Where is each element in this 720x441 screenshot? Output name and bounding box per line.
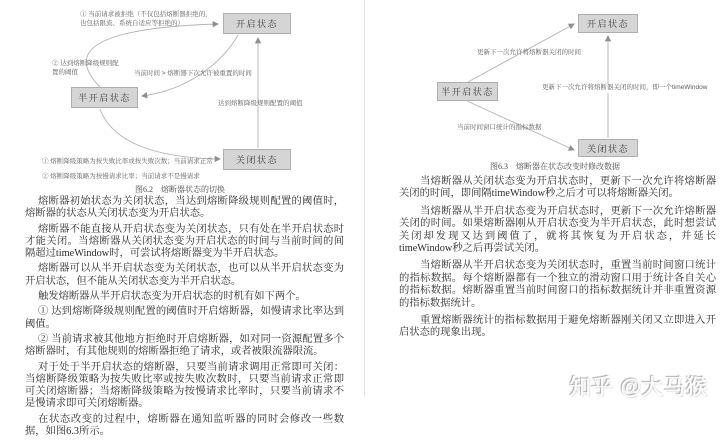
annotation-threshold-right: 达到熔断降级规则配置的阈值 — [218, 100, 303, 107]
figure-6-2-state-transition-diagram — [0, 0, 365, 198]
figure-6-2-caption: 图6.2 熔断器状态的切换 — [135, 185, 225, 194]
annotation-update-close-time: 更新下一次允许将熔断器关闭的时间 — [477, 49, 581, 56]
annotation-threshold-reached: ② 达到熔断降级规则配置的阈值 — [52, 60, 119, 76]
annotation-reset-time: 当前时间 > 熔断器下次允许被重置的时间 — [134, 70, 252, 77]
figure-6-3-data-change-diagram — [365, 0, 720, 175]
state-box-open-label: 开启状态 — [586, 19, 629, 29]
list-item-2: ② 当前请求被其他地方拒绝时开启熔断器，如对同一资源配置多个熔断器时，有其他规则的熔断器拒绝了请求，或者被限流器限流。 — [25, 333, 344, 358]
arrow-half-open-to-closed — [100, 109, 220, 159]
list-item-1: ① 达到熔断降级规则配置的阈值时开启熔断器，如慢请求比率达到阈值。 — [25, 306, 344, 330]
paragraph: 当熔断器从关闭状态变为开启状态时，更新下一次允许将熔断器关闭的时间，即间隔timeWindow秒之后才可以将熔断器关闭。 — [399, 176, 716, 200]
figure-6-2-arrows — [0, 0, 365, 198]
state-box-closed — [578, 139, 638, 157]
zhihu-watermark: 知乎 @大马猴 — [569, 376, 708, 399]
arrow-open-to-half-open — [142, 35, 238, 96]
right-page-body-text — [399, 176, 716, 345]
paragraph: 熔断器初始状态为关闭状态，当达到熔断降级规则配置的阈值时，熔断器的状态从关闭状态变为开启状态。 — [25, 196, 344, 220]
state-box-half-open — [437, 82, 498, 101]
paragraph: 触发熔断器从半开启状态变为开启状态的时机有如下两个。 — [38, 291, 306, 303]
state-box-open — [223, 13, 291, 34]
state-box-half-open-label: 半开启状态 — [78, 93, 131, 103]
paragraph: 对于处于半开启状态的熔断器，只要当前请求调用正常即可关闭：当熔断降级策略为按失败比率或按失败次数时，只要当前请求正常即可关闭熔断器；当熔断降级策略为按慢请求比率时，只要当前请求不是慢请求即可关闭熔断器。 — [25, 361, 344, 410]
state-box-open-label: 开启状态 — [235, 19, 278, 29]
annotation-update-close-time-timewindow: 更新下一次允许将熔断器关闭的时间，即一个timeWindow — [542, 84, 708, 91]
paragraph: 熔断器不能直接从开启状态变为关闭状态，只有处在半开启状态时才能关闭。当熔断器从关闭状态变为开启状态的时间与当前时间的间隔超过timeWindow时，可尝试将熔断器变为半开启状态。 — [25, 223, 344, 260]
paragraph: 熔断器可以从半开启状态变为关闭状态，也可以从半开启状态变为开启状态，但不能从关闭状态变为半开启状态。 — [25, 263, 344, 287]
paragraph: 重置熔断器统计的指标数据用于避免熔断器刚关闭又立即进入开启状态的现象出现。 — [399, 315, 716, 339]
paragraph: 当熔断器从半开启状态变为关闭状态时，重置当前时间窗口统计的指标数据。每个熔断器都有一个独立的滑动窗口用于统计各自关心的指标数据。熔断器重置当前时间窗口的指标数据统计并非重置资源的指标数据统计。 — [399, 260, 716, 309]
annotation-window-metrics: 当前时间窗口统计的指标数据 — [457, 124, 542, 131]
annotation-strategy-slow-request: ② 熔断降级策略为按慢请求比率；当前请求不是慢请求 — [42, 173, 200, 180]
annotation-strategy-failure: ① 熔断降级策略为按失败比率或按失败次数；当前请求正常 — [42, 158, 213, 165]
paragraph: 当熔断器从半开启状态变为开启状态时，更新下一次允许熔断器关闭的时间。如果熔断器刚从开启状态变为半开启状态，此时想尝试关闭却发现又达到阈值了，就将其恢复为开启状态，并延长timeWindow秒之后再尝试关闭。 — [399, 205, 716, 255]
state-box-closed-label: 关闭状态 — [235, 155, 278, 165]
figure-6-3-caption: 图6.3 熔断器在状态改变时修改数据 — [490, 162, 620, 171]
left-page-body-text — [25, 196, 344, 441]
state-box-half-open — [71, 87, 138, 108]
state-box-closed-label: 关闭状态 — [586, 143, 629, 154]
annotation-request-rejected: ① 当前请求被拒绝（不仅包括熔断器拒绝的，也包括限流、系统自适应等拒绝的） — [80, 11, 212, 27]
state-box-half-open-label: 半开启状态 — [441, 87, 494, 97]
paragraph: 在状态改变的过程中，熔断器在通知监听器的同时会修改一些数据，如图6.3所示。 — [25, 413, 344, 438]
state-box-closed — [223, 149, 291, 170]
state-box-open — [578, 14, 638, 33]
